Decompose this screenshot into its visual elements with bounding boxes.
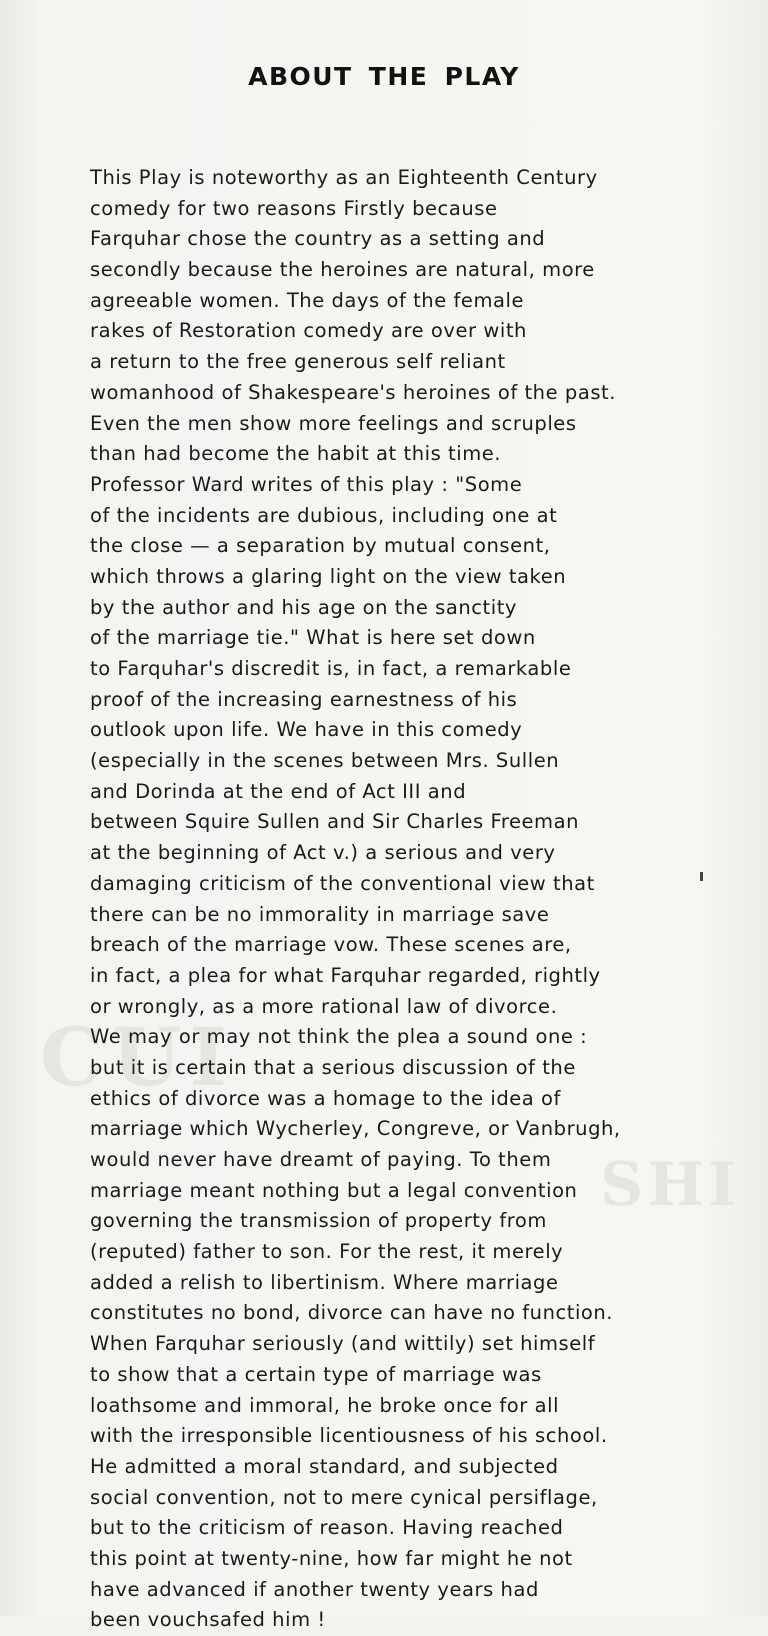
- body-line: between Squire Sullen and Sir Charles Freeman: [90, 810, 580, 834]
- margin-mark: [700, 872, 703, 881]
- body-line: constitutes no bond, divorce can have no function.: [90, 1301, 614, 1325]
- body-line: comedy for two reasons Firstly because: [90, 196, 498, 220]
- body-line: Professor Ward writes of this play : "Some: [90, 472, 523, 496]
- body-line: We may or may not think the plea a sound one :: [90, 1025, 588, 1049]
- body-line: and Dorinda at the end of Act III and: [90, 779, 467, 803]
- body-line: When Farquhar seriously (and wittily) set himself: [90, 1332, 596, 1356]
- body-line: by the author and his age on the sanctity: [90, 595, 517, 619]
- body-line: have advanced if another twenty years had: [90, 1577, 539, 1601]
- body-line: to Farquhar's discredit is, in fact, a remarkable: [90, 657, 572, 680]
- body-line: governing the transmission of property from: [90, 1209, 547, 1233]
- body-line: in fact, a plea for what Farquhar regarded, rightly: [90, 963, 601, 987]
- body-line: or wrongly, as a more rational law of divorce.: [90, 994, 558, 1018]
- body-line: (reputed) father to son. For the rest, it merely: [90, 1240, 564, 1264]
- body-line: ethics of divorce was a homage to the idea of: [90, 1086, 561, 1110]
- page-title: ABOUT THE PLAY: [248, 62, 520, 91]
- body-line: Even the men show more feelings and scruples: [90, 411, 577, 435]
- body-line: agreeable women. The days of the female: [90, 288, 525, 312]
- body-line: of the marriage tie." What is here set down: [90, 626, 536, 650]
- body-line: a return to the free generous self reliant: [90, 350, 506, 374]
- body-line: outlook upon life. We have in this comedy: [90, 718, 523, 742]
- body-line: this point at twenty-nine, how far might he not: [90, 1546, 573, 1570]
- body-line: been vouchsafed him !: [90, 1608, 326, 1632]
- body-line: the close — a separation by mutual consent,: [90, 534, 551, 558]
- body-line: rakes of Restoration comedy are over with: [90, 319, 527, 343]
- body-line: (especially in the scenes between Mrs. Sullen: [90, 749, 560, 773]
- body-line: loathsome and immoral, he broke once for all: [90, 1393, 560, 1417]
- body-line: marriage meant nothing but a legal convention: [90, 1178, 578, 1202]
- body-line: which throws a glaring light on the view taken: [90, 564, 567, 588]
- body-line: womanhood of Shakespeare's heroines of the past.: [90, 380, 616, 404]
- show-through-print: SHI: [600, 1150, 741, 1220]
- body-line: but to the criticism of reason. Having reached: [90, 1516, 564, 1540]
- body-line: marriage which Wycherley, Congreve, or Vanbrugh,: [90, 1117, 621, 1141]
- body-line: breach of the marriage vow. These scenes are,: [90, 933, 572, 957]
- body-line: at the beginning of Act v.) a serious and very: [90, 841, 556, 865]
- body-line: added a relish to libertinism. Where marriage: [90, 1270, 559, 1294]
- body-line: social convention, not to mere cynical persiflage,: [90, 1485, 598, 1509]
- body-line: would never have dreamt of paying. To them: [90, 1148, 552, 1171]
- show-through-print: CUI: [40, 1010, 235, 1104]
- body-line: proof of the increasing earnestness of his: [90, 687, 518, 711]
- body-line: damaging criticism of the conventional view that: [90, 871, 595, 895]
- body-line: to show that a certain type of marriage was: [90, 1362, 542, 1386]
- body-line: Farquhar chose the country as a setting and: [90, 227, 546, 251]
- body-line: This Play is noteworthy as an Eighteenth Century: [90, 166, 598, 189]
- body-line: there can be no immorality in marriage save: [90, 902, 550, 926]
- body-line: but it is certain that a serious discussion of the: [90, 1055, 576, 1079]
- body-line: secondly because the heroines are natural, more: [90, 258, 595, 282]
- body-line: than had become the habit at this time.: [90, 442, 502, 466]
- body-line: He admitted a moral standard, and subjected: [90, 1454, 559, 1478]
- body-line: of the incidents are dubious, including one at: [90, 503, 558, 527]
- body-line: with the irresponsible licentiousness of his school.: [90, 1424, 608, 1448]
- body-text: [90, 163, 680, 1636]
